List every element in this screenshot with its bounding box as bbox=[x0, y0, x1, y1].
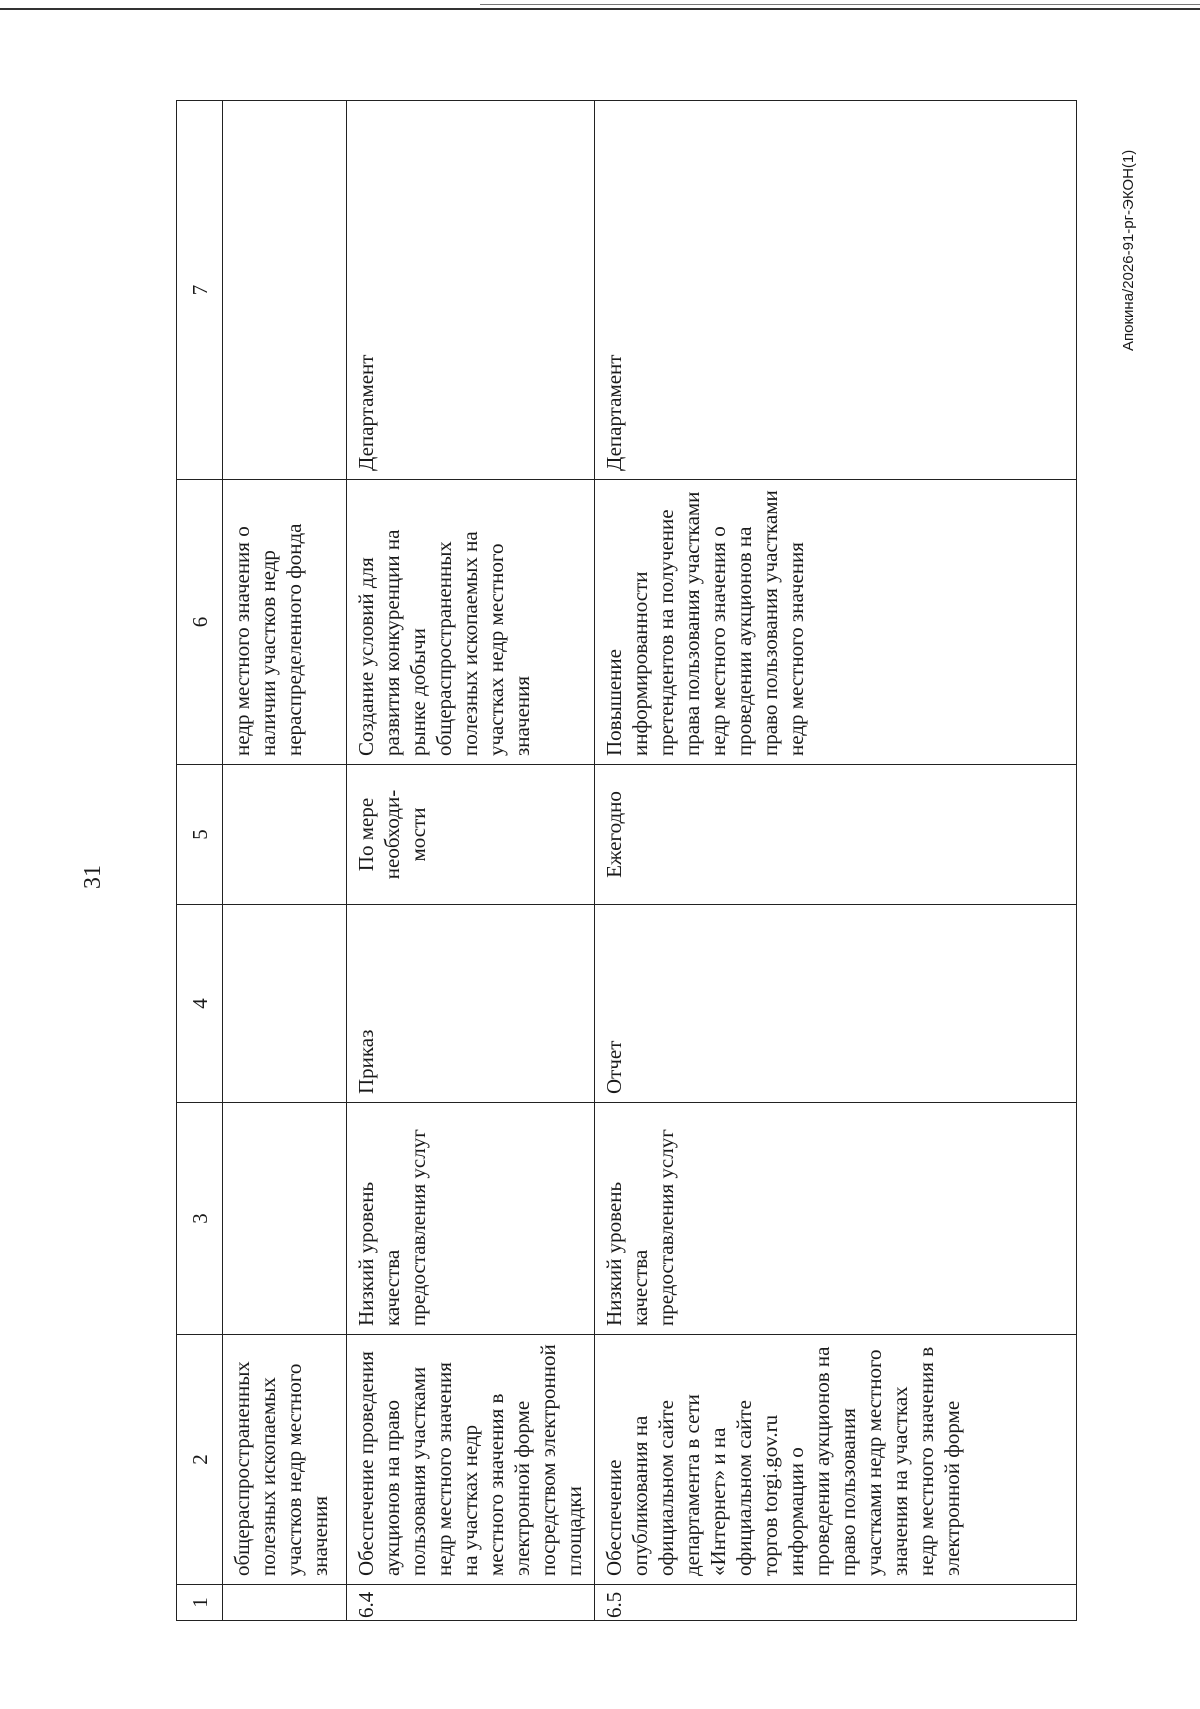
header-cell: 3 bbox=[177, 1103, 223, 1335]
header-cell: 1 bbox=[177, 1585, 223, 1621]
problem: Низкий уровень качества предоставления услуг bbox=[595, 1103, 1077, 1335]
header-cell: 2 bbox=[177, 1335, 223, 1585]
table-row bbox=[347, 101, 595, 1621]
header-cell: 5 bbox=[177, 765, 223, 905]
problem bbox=[223, 1103, 347, 1335]
term: По мере необходи-мости bbox=[347, 765, 595, 905]
problem: Низкий уровень качества предоставления услуг bbox=[347, 1103, 595, 1335]
expected-result: недр местного значения о наличии участков недр нераспределенного фонда bbox=[223, 480, 347, 765]
responsible: Департамент bbox=[595, 101, 1077, 480]
document-type: Приказ bbox=[347, 905, 595, 1103]
document-type bbox=[223, 905, 347, 1103]
term: Ежегодно bbox=[595, 765, 1077, 905]
measures-table bbox=[176, 100, 1077, 1621]
table-header-row bbox=[177, 101, 223, 1621]
responsible: Департамент bbox=[347, 101, 595, 480]
page-number: 31 bbox=[80, 865, 106, 889]
expected-result: Повышение информированности претендентов на получение права пользования участками недр местного значения о проведении аукционов на право пользования участками недр местного значения bbox=[595, 480, 1077, 765]
row-number bbox=[223, 1585, 347, 1621]
header-cell: 6 bbox=[177, 480, 223, 765]
measure-name: Обеспечение опубликования на официальном сайте департамента в сети «Интернет» и на официальном сайте торгов torgi.gov.ru информации о проведении аукционов на право пользования участками недр местного значения на участках недр местного значения в электронной форме bbox=[595, 1335, 1077, 1585]
measure-name: Обеспечение проведения аукционов на право пользования участками недр местного значения на участках недр местного значения в электронной форме посредством электронной площадки bbox=[347, 1335, 595, 1585]
responsible bbox=[223, 101, 347, 480]
table-row bbox=[223, 101, 347, 1621]
measure-name: общераспространенных полезных ископаемых участков недр местного значения bbox=[223, 1335, 347, 1585]
term bbox=[223, 765, 347, 905]
expected-result: Создание условий для развития конкуренции на рынке добычи общераспространенных полезных ископаемых на участках недр местного значения bbox=[347, 480, 595, 765]
document-id: Апокина/2026-91-рг-ЭКОН(1) bbox=[1120, 149, 1137, 351]
table-row bbox=[595, 101, 1077, 1621]
document-type: Отчет bbox=[595, 905, 1077, 1103]
row-number: 6.5 bbox=[595, 1585, 1077, 1621]
header-cell: 4 bbox=[177, 905, 223, 1103]
header-cell: 7 bbox=[177, 101, 223, 480]
row-number: 6.4 bbox=[347, 1585, 595, 1621]
